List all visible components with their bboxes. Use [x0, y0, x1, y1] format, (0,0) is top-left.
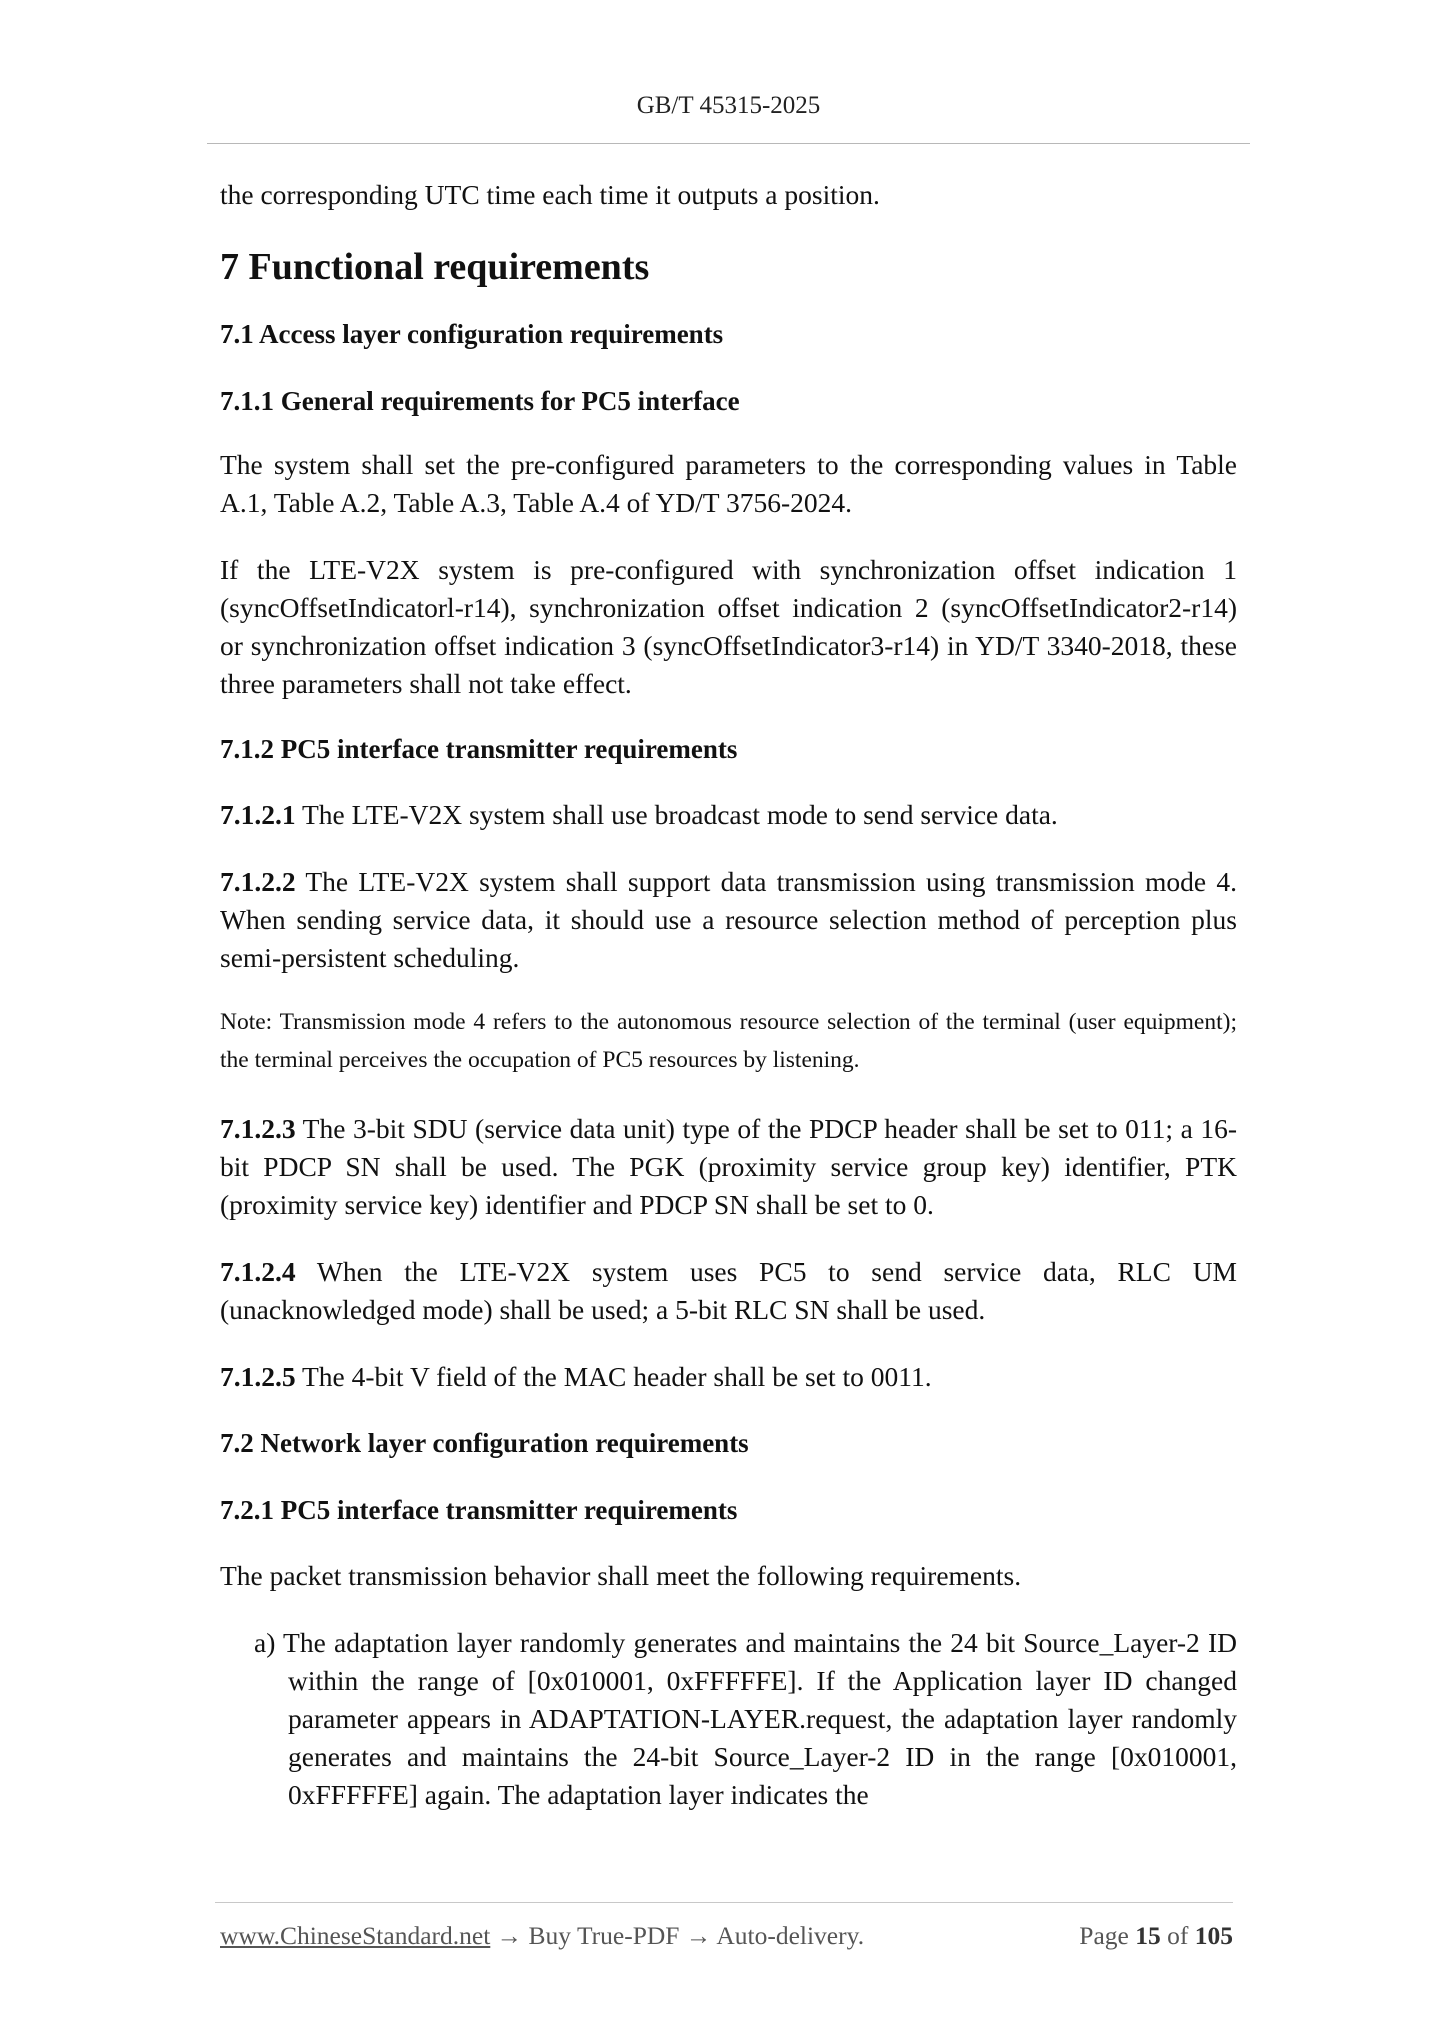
clause-7-1-2-1: [220, 796, 1237, 834]
clause-text: The 3-bit SDU (service data unit) type of the PDCP header shall be set to 011; a 16-bit PDCP SN shall be used. The PGK (proximity service group key) identifier, PTK (proximity service key) identifier and PDCP SN shall be set to 0.: [220, 1113, 1237, 1220]
page-of: of: [1167, 1921, 1189, 1950]
page-label: Page: [1079, 1921, 1129, 1950]
clause-number: 7.1.2.4: [220, 1256, 296, 1287]
footer-left: [220, 1921, 864, 1951]
page-body: [220, 176, 1237, 1814]
heading-7-1-1: 7.1.1 General requirements for PC5 interface: [220, 386, 740, 416]
heading-7-1: 7.1 Access layer configuration requirements: [220, 319, 724, 349]
arrow-right-icon: →: [496, 1921, 523, 1950]
page-indicator: [1079, 1921, 1233, 1951]
arrow-right-icon: →: [685, 1921, 712, 1950]
paragraph-7-2-1: The packet transmission behavior shall meet the following requirements.: [220, 1560, 1022, 1591]
page-footer: [220, 1921, 1233, 1951]
paragraph-7-1-1-a: The system shall set the pre-configured parameters to the corresponding values in Table A.1, Table A.2, Table A.3, Table A.4 of YD/T 3756-2024.: [220, 449, 1237, 518]
heading-7-2: 7.2 Network layer configuration requirements: [220, 1428, 749, 1458]
clause-number: 7.1.2.2: [220, 866, 296, 897]
clause-text: The 4-bit V field of the MAC header shall be set to 0011.: [295, 1361, 932, 1392]
clause-text: When the LTE-V2X system uses PC5 to send service data, RLC UM (unacknowledged mode) shall be used; a 5-bit RLC SN shall be used.: [220, 1256, 1237, 1325]
heading-7-2-1: 7.2.1 PC5 interface transmitter requirements: [220, 1495, 738, 1525]
note-paragraph: Note: Transmission mode 4 refers to the autonomous resource selection of the terminal (user equipment); the terminal perceives the occupation of PC5 resources by listening.: [220, 1009, 1237, 1073]
clause-text: The LTE-V2X system shall support data transmission using transmission mode 4. When sending service data, it should use a resource selection method of perception plus semi-persistent scheduling.: [220, 866, 1237, 973]
heading-7-1-2: 7.1.2 PC5 interface transmitter requirements: [220, 734, 738, 764]
clause-number: 7.1.2.5: [220, 1361, 296, 1392]
site-link[interactable]: www.ChineseStandard.net: [220, 1921, 491, 1950]
running-header: GB/T 45315-2025: [636, 92, 821, 119]
clause-7-1-2-4: [220, 1253, 1237, 1329]
heading-7: 7 Functional requirements: [220, 246, 650, 288]
page-total: 105: [1194, 1921, 1233, 1950]
delivery-label: Auto-delivery.: [711, 1921, 865, 1950]
clause-7-1-2-2: [220, 863, 1237, 977]
page-current: 15: [1135, 1921, 1161, 1950]
clause-number: 7.1.2.1: [220, 799, 296, 830]
intro-paragraph: the corresponding UTC time each time it outputs a position.: [220, 179, 880, 210]
list-item-a: a) The adaptation layer randomly generates and maintains the 24 bit Source_Layer-2 ID within the range of [0x010001, 0xFFFFFE]. If the Application layer ID changed parameter appears in ADAPTATION-LAYER.request, the adaptation layer randomly generates and maintains the 24-bit Source_Layer-2 ID in the range [0x010001, 0xFFFFFE] again. The adaptation layer indicates the: [254, 1627, 1237, 1810]
paragraph-7-1-1-b: If the LTE-V2X system is pre-configured with synchronization offset indication 1 (syncOffsetIndicatorl-r14), synchronization offset indication 2 (syncOffsetIndicator2-r14) or synchronization offset indication 3 (syncOffsetIndicator3-r14) in YD/T 3340-2018, these three parameters shall not take effect.: [220, 554, 1237, 699]
buy-label: Buy True-PDF: [522, 1921, 686, 1950]
clause-text: The LTE-V2X system shall use broadcast mode to send service data.: [295, 799, 1058, 830]
header-divider: [207, 143, 1250, 144]
clause-7-1-2-3: [220, 1110, 1237, 1224]
clause-7-1-2-5: [220, 1358, 1237, 1396]
footer-divider: [215, 1902, 1233, 1903]
clause-number: 7.1.2.3: [220, 1113, 296, 1144]
